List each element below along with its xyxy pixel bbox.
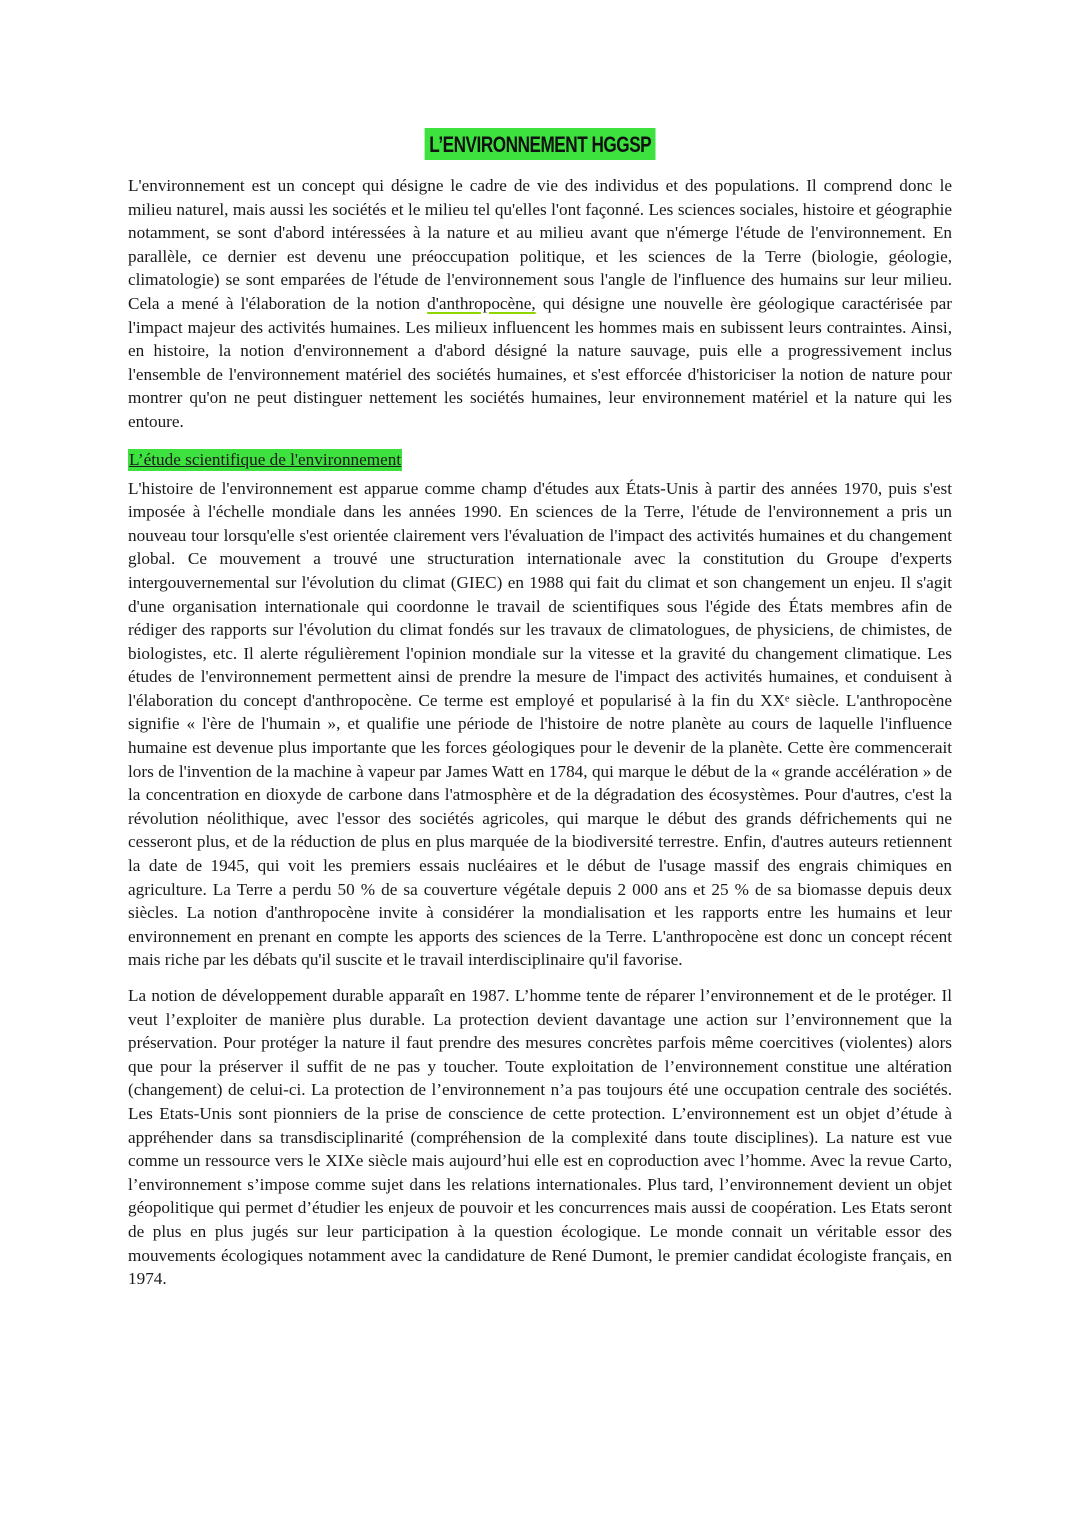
intro-text-before: L'environnement est un concept qui désigne le cadre de vie des individus et des populations. Il comprend donc le milieu naturel, mais aussi les sociétés et le milieu tel qu'elles l'ont façonné. Les sciences sociales, histoire et géographie notamment, se sont d'abord intéressées à la nature et au milieu avant que n'émerge l'étude de l'environnement. En parallèle, ce dernier est devenu une préoccupation politique, et les sciences de la Terre (biologie, géologie, climatologie) se sont emparées de l'étude de l'environnement sous l'angle de l'influence des humains sur leur milieu. Cela a mené à l'élaboration de la notion bbox=[128, 176, 952, 313]
paragraph-scientific-study: L'histoire de l'environnement est apparue comme champ d'études aux États-Unis à partir des années 1970, puis s'est imposée à l'échelle mondiale dans les années 1990. En sciences de la Terre, l'étude de l'environnement a pris un nouveau tour lorsqu'elle s'est orientée clairement vers l'évaluation de l'impact des activités humaines et du changement global. Ce mouvement a trouvé une structuration internationale avec la constitution du Groupe d'experts intergouvernemental sur l'évolution du climat (GIEC) en 1988 qui fait du climat et son changement un enjeu. Il s'agit d'une organisation internationale qui coordonne le travail de scientifiques sous l'égide des États membres afin de rédiger des rapports sur l'évolution du climat fondés sur les travaux de climatologues, de physiciens, de chimistes, de biologistes, etc. Il alerte régulièrement l'opinion mondiale sur la vitesse et la gravité du changement climatique. Les études de l'environnement permettent ainsi de prendre la mesure de l'impact des activités humaines, et conduisent à l'élaboration du concept d'anthropocène. Ce terme est employé et popularisé à la fin du XXᵉ siècle. L'anthropocène signifie « l'ère de l'humain », et qualifie une période de l'histoire de notre planète au cours de laquelle l'influence humaine est devenue plus importante que les forces géologiques pour le devenir de la planète. Cette ère commencerait lors de l'invention de la machine à vapeur par James Watt en 1784, qui marque le début de la « grande accélération » de la concentration en dioxyde de carbone dans l'atmosphère et de la dégradation des écosystèmes. Pour d'autres, c'est la révolution néolithique, avec l'essor des sociétés agricoles, qui marque le début des grands défrichements qui ne cesseront plus, et de la réduction de plus en plus marquée de la biodiversité terrestre. Enfin, d'autres auteurs retiennent la date de 1945, qui voit les premiers essais nucléaires et le début de l'usage massif des engrais chimiques en agriculture. La Terre a perdu 50 % de sa couverture végétale depuis 2 000 ans et 25 % de sa biomasse depuis deux siècles. La notion d'anthropocène invite à considérer la mondialisation et les rapports entre les humains et leur environnement en prenant en compte les apports des sciences de la Terre. L'anthropocène est donc un concept récent mais riche par les débats qu'il suscite et le travail interdisciplinaire qu'il favorise. bbox=[128, 478, 952, 970]
intro-paragraph bbox=[128, 174, 952, 434]
title-wrap bbox=[128, 128, 952, 160]
document-title: L’ENVIRONNEMENT HGGSP bbox=[424, 128, 655, 160]
intro-text-after: qui désigne une nouvelle ère géologique caractérisée par l'impact majeur des activités humaines. Les milieux influencent les hommes mais en subissent leurs contraintes. Ainsi, en histoire, la notion d'environnement a d'abord désigné la nature sauvage, puis elle a progressivement inclus l'ensemble de l'environnement matériel des sociétés humaines, et s'est efforcée d'historiciser la notion de nature pour montrer qu'on ne peut distinguer nettement les sociétés humaines, leur environnement matériel et la nature qui les entoure. bbox=[128, 293, 952, 431]
section-heading: L’étude scientifique de l'environnement bbox=[129, 449, 402, 469]
anthropocene-term: d'anthropocène, bbox=[427, 293, 536, 313]
document-page bbox=[128, 128, 952, 1291]
paragraph-sustainable-development: La notion de développement durable apparaît en 1987. L’homme tente de réparer l’environnement et de le protéger. Il veut l’exploiter de manière plus durable. La protection devient davantage une action sur l’environnement que la préservation. Pour protéger la nature il faut prendre des mesures concrètes parfois même coercitives (violentes) alors que pour la préserver il suffit de ne pas y toucher. Toute exploitation de l’environnement constitue une altération (changement) de celui-ci. La protection de l’environnement n’a pas toujours été une occupation centrale des sociétés. Les Etats-Unis sont pionniers de la prise de conscience de cette protection. L’environnement est un objet d’étude à appréhender dans sa transdisciplinarité (compréhension de la complexité dans toute disciplines). La nature est vue comme un ressource vers le XIXe siècle mais aujourd’hui elle est en coproduction avec l’homme. Avec la revue Carto, l’environnement s’impose comme sujet dans les relations internationales. Plus tard, l’environnement devient un objet géopolitique qui permet d’étudier les enjeux de pouvoir et les concurrences mais aussi de coopération. Les Etats seront de plus en plus jugés sur leur participation à la question écologique. Le monde connait un véritable essor des mouvements écologiques notamment avec la candidature de René Dumont, le premier candidat écologiste français, en 1974. bbox=[128, 986, 952, 1289]
